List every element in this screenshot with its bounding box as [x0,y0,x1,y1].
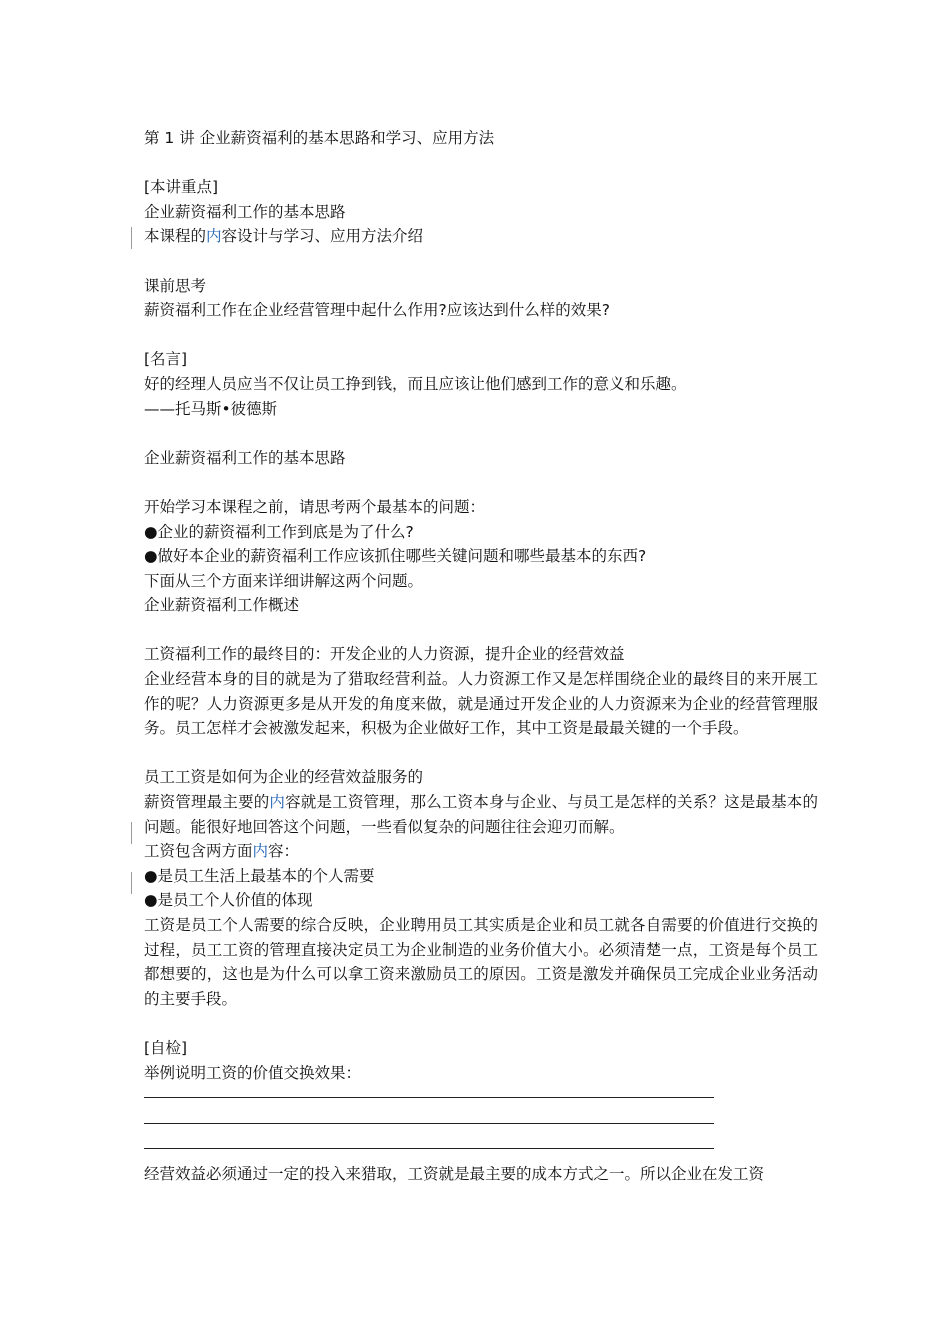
key-points-heading: [本讲重点] [144,178,219,197]
self-check-heading: [自检] [144,1038,188,1057]
intro-text: 开始学习本课程之前，请思考两个最基本的问题： [144,497,486,516]
quote-text: 好的经理人员应当不仅让员工挣到钱，而且应该让他们感到工作的意义和乐趣。 [144,374,687,393]
self-check-prompt: 举例说明工资的价值交换效果： [144,1063,362,1082]
quote-author: ——托马斯•彼德斯 [144,399,278,418]
answer-line[interactable] [144,1111,714,1124]
key-point-item: 本课程的内容设计与学习、应用方法介绍 [144,227,424,246]
bullet-item: ●是员工生活上最基本的个人需要 [144,866,375,885]
service-paragraph: 薪资管理最主要的内容就是工资管理，那么工资本身与企业、与员工是怎样的关系？这是最基本的问题。能很好地回答这个问题，一些看似复杂的问题往往会迎刃而解。 [144,793,818,836]
answer-line[interactable] [144,1136,714,1149]
bullet-item: ●做好本企业的薪资福利工作应该抓住哪些关键问题和哪些最基本的东西? [144,547,647,566]
quote-heading: [名言] [144,350,188,369]
goal-heading: 工资福利工作的最终目的：开发企业的人力资源，提升企业的经营效益 [144,645,625,664]
wage-contents-line: 工资包含两方面内容： [144,842,300,861]
key-point-item: 企业薪资福利工作的基本思路 [144,202,346,221]
revision-change-bar [131,872,132,894]
section-heading: 企业薪资福利工作的基本思路 [144,448,346,467]
goal-paragraph: 企业经营本身的目的就是为了猎取经营利益。人力资源工作又是怎样围绕企业的最终目的来开展工作的呢？人力资源更多是从开发的角度来做，就是通过开发企业的人力资源来为企业的经营管理服务。员工怎样才会被激发起来，积极为企业做好工作，其中工资是最最关键的一个手段。 [144,670,818,738]
revision-change-bar [131,822,132,844]
bullet-item: ●企业的薪资福利工作到底是为了什么? [144,522,414,541]
followup-text: 下面从三个方面来详细讲解这两个问题。 [144,571,424,590]
bullet-item: ●是员工个人价值的体现 [144,891,313,910]
service-heading: 员工工资是如何为企业的经营效益服务的 [144,768,424,787]
document-body [144,126,818,1187]
revision-highlight: 内 [206,227,222,246]
revision-change-bar [131,227,132,249]
wage-paragraph: 工资是员工个人需要的综合反映，企业聘用员工其实质是企业和员工就各自需要的价值进行交换的过程，员工工资的管理直接决定员工为企业制造的业务价值大小。必须清楚一点，工资是每个员工都想要的，这也是为什么可以拿工资来激励员工的原因。工资是激发并确保员工完成企业业务活动的主要手段。 [144,916,818,1008]
revision-highlight: 内 [269,793,286,812]
lecture-title: 第 1 讲 企业薪资福利的基本思路和学习、应用方法 [144,129,495,147]
final-text: 经营效益必须通过一定的投入来猎取，工资就是最主要的成本方式之一。所以企业在发工资 [144,1164,765,1183]
answer-line[interactable] [144,1085,714,1098]
subsection-heading: 企业薪资福利工作概述 [144,596,300,615]
revision-highlight: 内 [252,842,269,861]
pre-class-heading: 课前思考 [144,276,207,295]
pre-class-question: 薪资福利工作在企业经营管理中起什么作用?应该达到什么样的效果? [144,301,610,320]
